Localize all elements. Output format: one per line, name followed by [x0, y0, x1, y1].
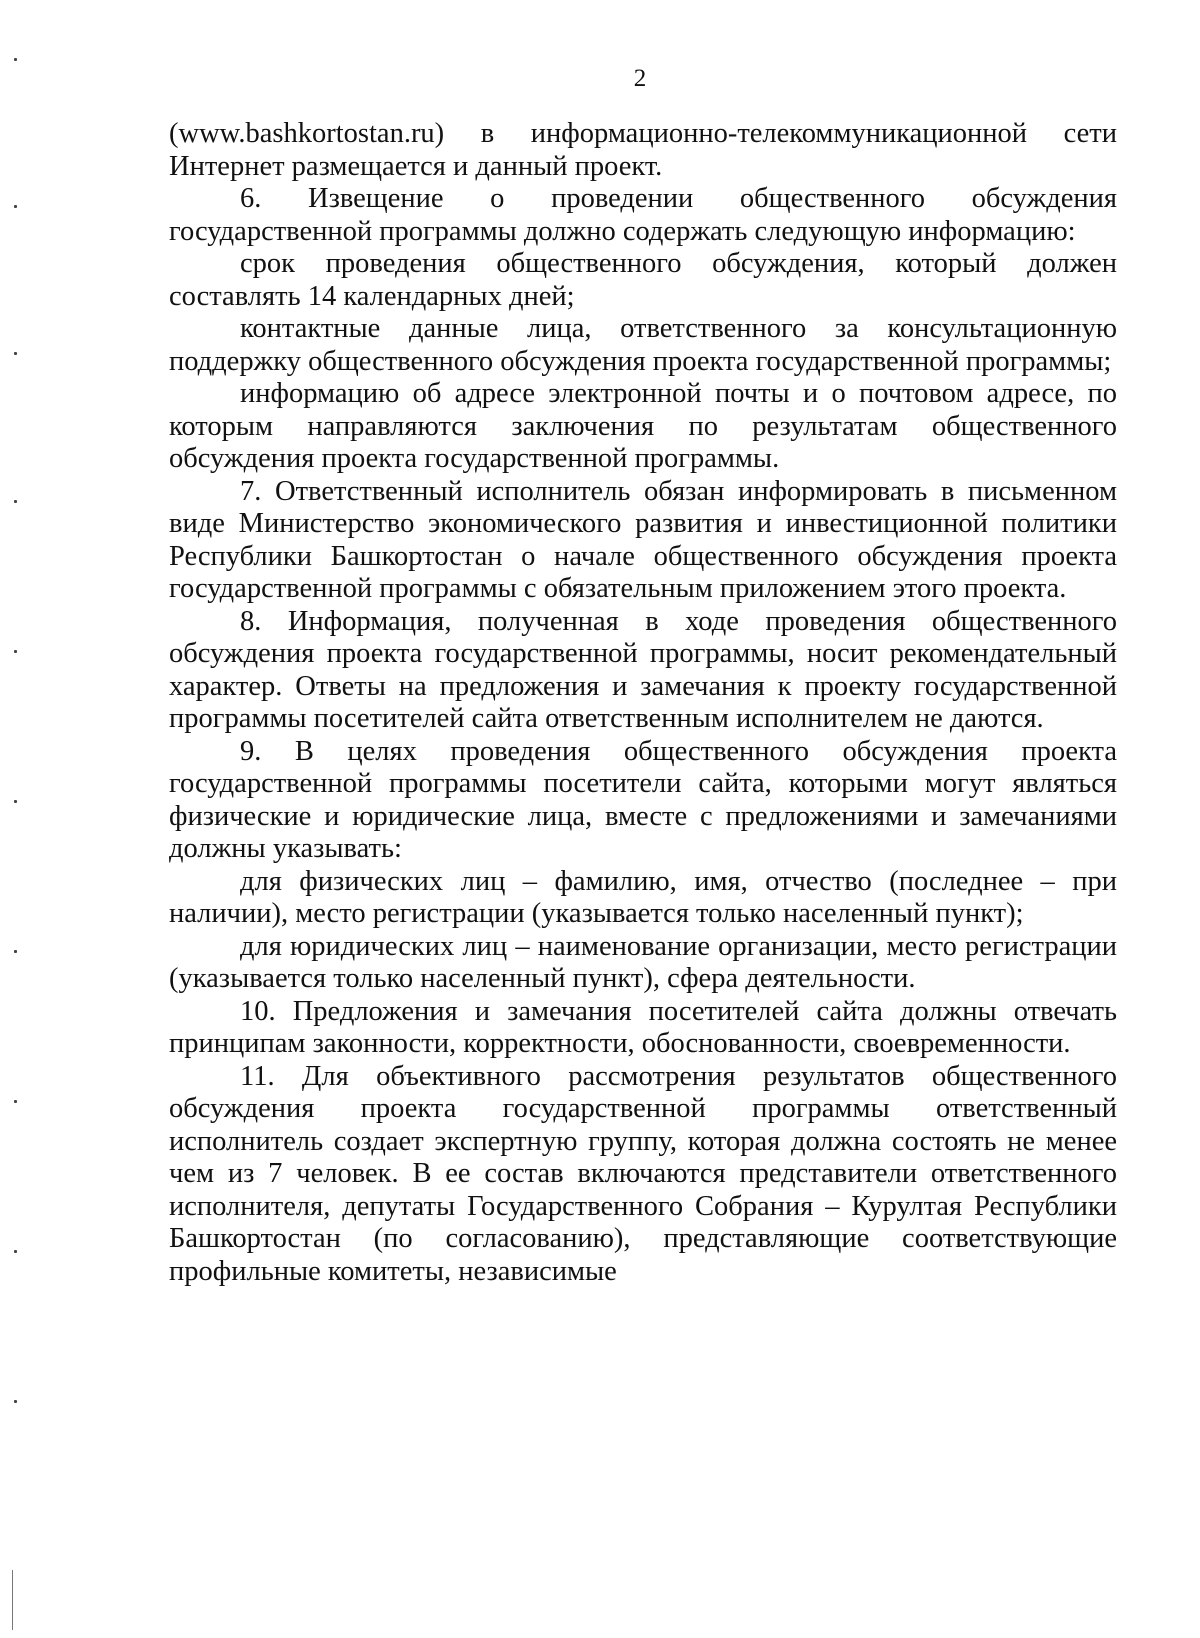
scan-mark	[14, 1100, 17, 1103]
scan-edge-line	[12, 1570, 13, 1630]
paragraph-item-6: 6. Извещение о проведении общественного обсуждения государственной программы должно содержать следующую информацию:	[169, 183, 1117, 247]
scan-mark	[14, 800, 17, 803]
scan-mark	[14, 950, 17, 953]
paragraph-continuation: (www.bashkortostan.ru) в информационно-телекоммуникационной сети Интернет размещается и данный проект.	[169, 118, 1117, 182]
scan-margin-marks	[0, 0, 30, 1638]
paragraph-item-10: 10. Предложения и замечания посетителей сайта должны отвечать принципам законности, корректности, обоснованности, своевременности.	[169, 995, 1117, 1059]
scan-mark	[14, 1400, 17, 1403]
paragraph-item-11: 11. Для объективного рассмотрения результатов общественного обсуждения проекта государственной программы ответственный исполнитель создает экспертную группу, которая должна состоять не менее чем из 7 человек. В ее состав включаются представители ответственного исполнителя, депутаты Государственного Собрания – Курултая Республики Башкортостан (по согласованию), представляющие соответствующие профильные комитеты, независимые	[169, 1060, 1117, 1287]
scan-mark	[14, 352, 17, 355]
scan-mark	[14, 1250, 17, 1253]
paragraph-item-9: 9. В целях проведения общественного обсуждения проекта государственной программы посетители сайта, которыми могут являться физические и юридические лица, вместе с предложениями и замечаниями должны указывать:	[169, 735, 1117, 864]
paragraph-subitem-legal-entities: для юридических лиц – наименование организации, место регистрации (указывается только населенный пункт), сфера деятельности.	[169, 930, 1117, 994]
page-number: 2	[633, 65, 647, 92]
scan-mark	[14, 205, 17, 208]
scan-mark	[14, 500, 17, 503]
scan-mark	[14, 650, 17, 653]
document-body	[169, 118, 1117, 1288]
paragraph-item-7: 7. Ответственный исполнитель обязан информировать в письменном виде Министерство экономического развития и инвестиционной политики Республики Башкортостан о начале общественного обсуждения проекта государственной программы с обязательным приложением этого проекта.	[169, 475, 1117, 604]
paragraph-item-8: 8. Информация, полученная в ходе проведения общественного обсуждения проекта государственной программы, носит рекомендательный характер. Ответы на предложения и замечания к проекту государственной программы посетителей сайта ответственным исполнителем не даются.	[169, 605, 1117, 734]
paragraph-subitem-addresses: информацию об адресе электронной почты и о почтовом адресе, по которым направляются заключения по результатам общественного обсуждения проекта государственной программы.	[169, 378, 1117, 474]
paragraph-subitem-individuals: для физических лиц – фамилию, имя, отчество (последнее – при наличии), место регистрации (указывается только населенный пункт);	[169, 865, 1117, 929]
scan-mark	[14, 58, 17, 61]
paragraph-subitem-contacts: контактные данные лица, ответственного за консультационную поддержку общественного обсуждения проекта государственной программы;	[169, 313, 1117, 377]
paragraph-subitem-term: срок проведения общественного обсуждения, который должен составлять 14 календарных дней;	[169, 248, 1117, 312]
